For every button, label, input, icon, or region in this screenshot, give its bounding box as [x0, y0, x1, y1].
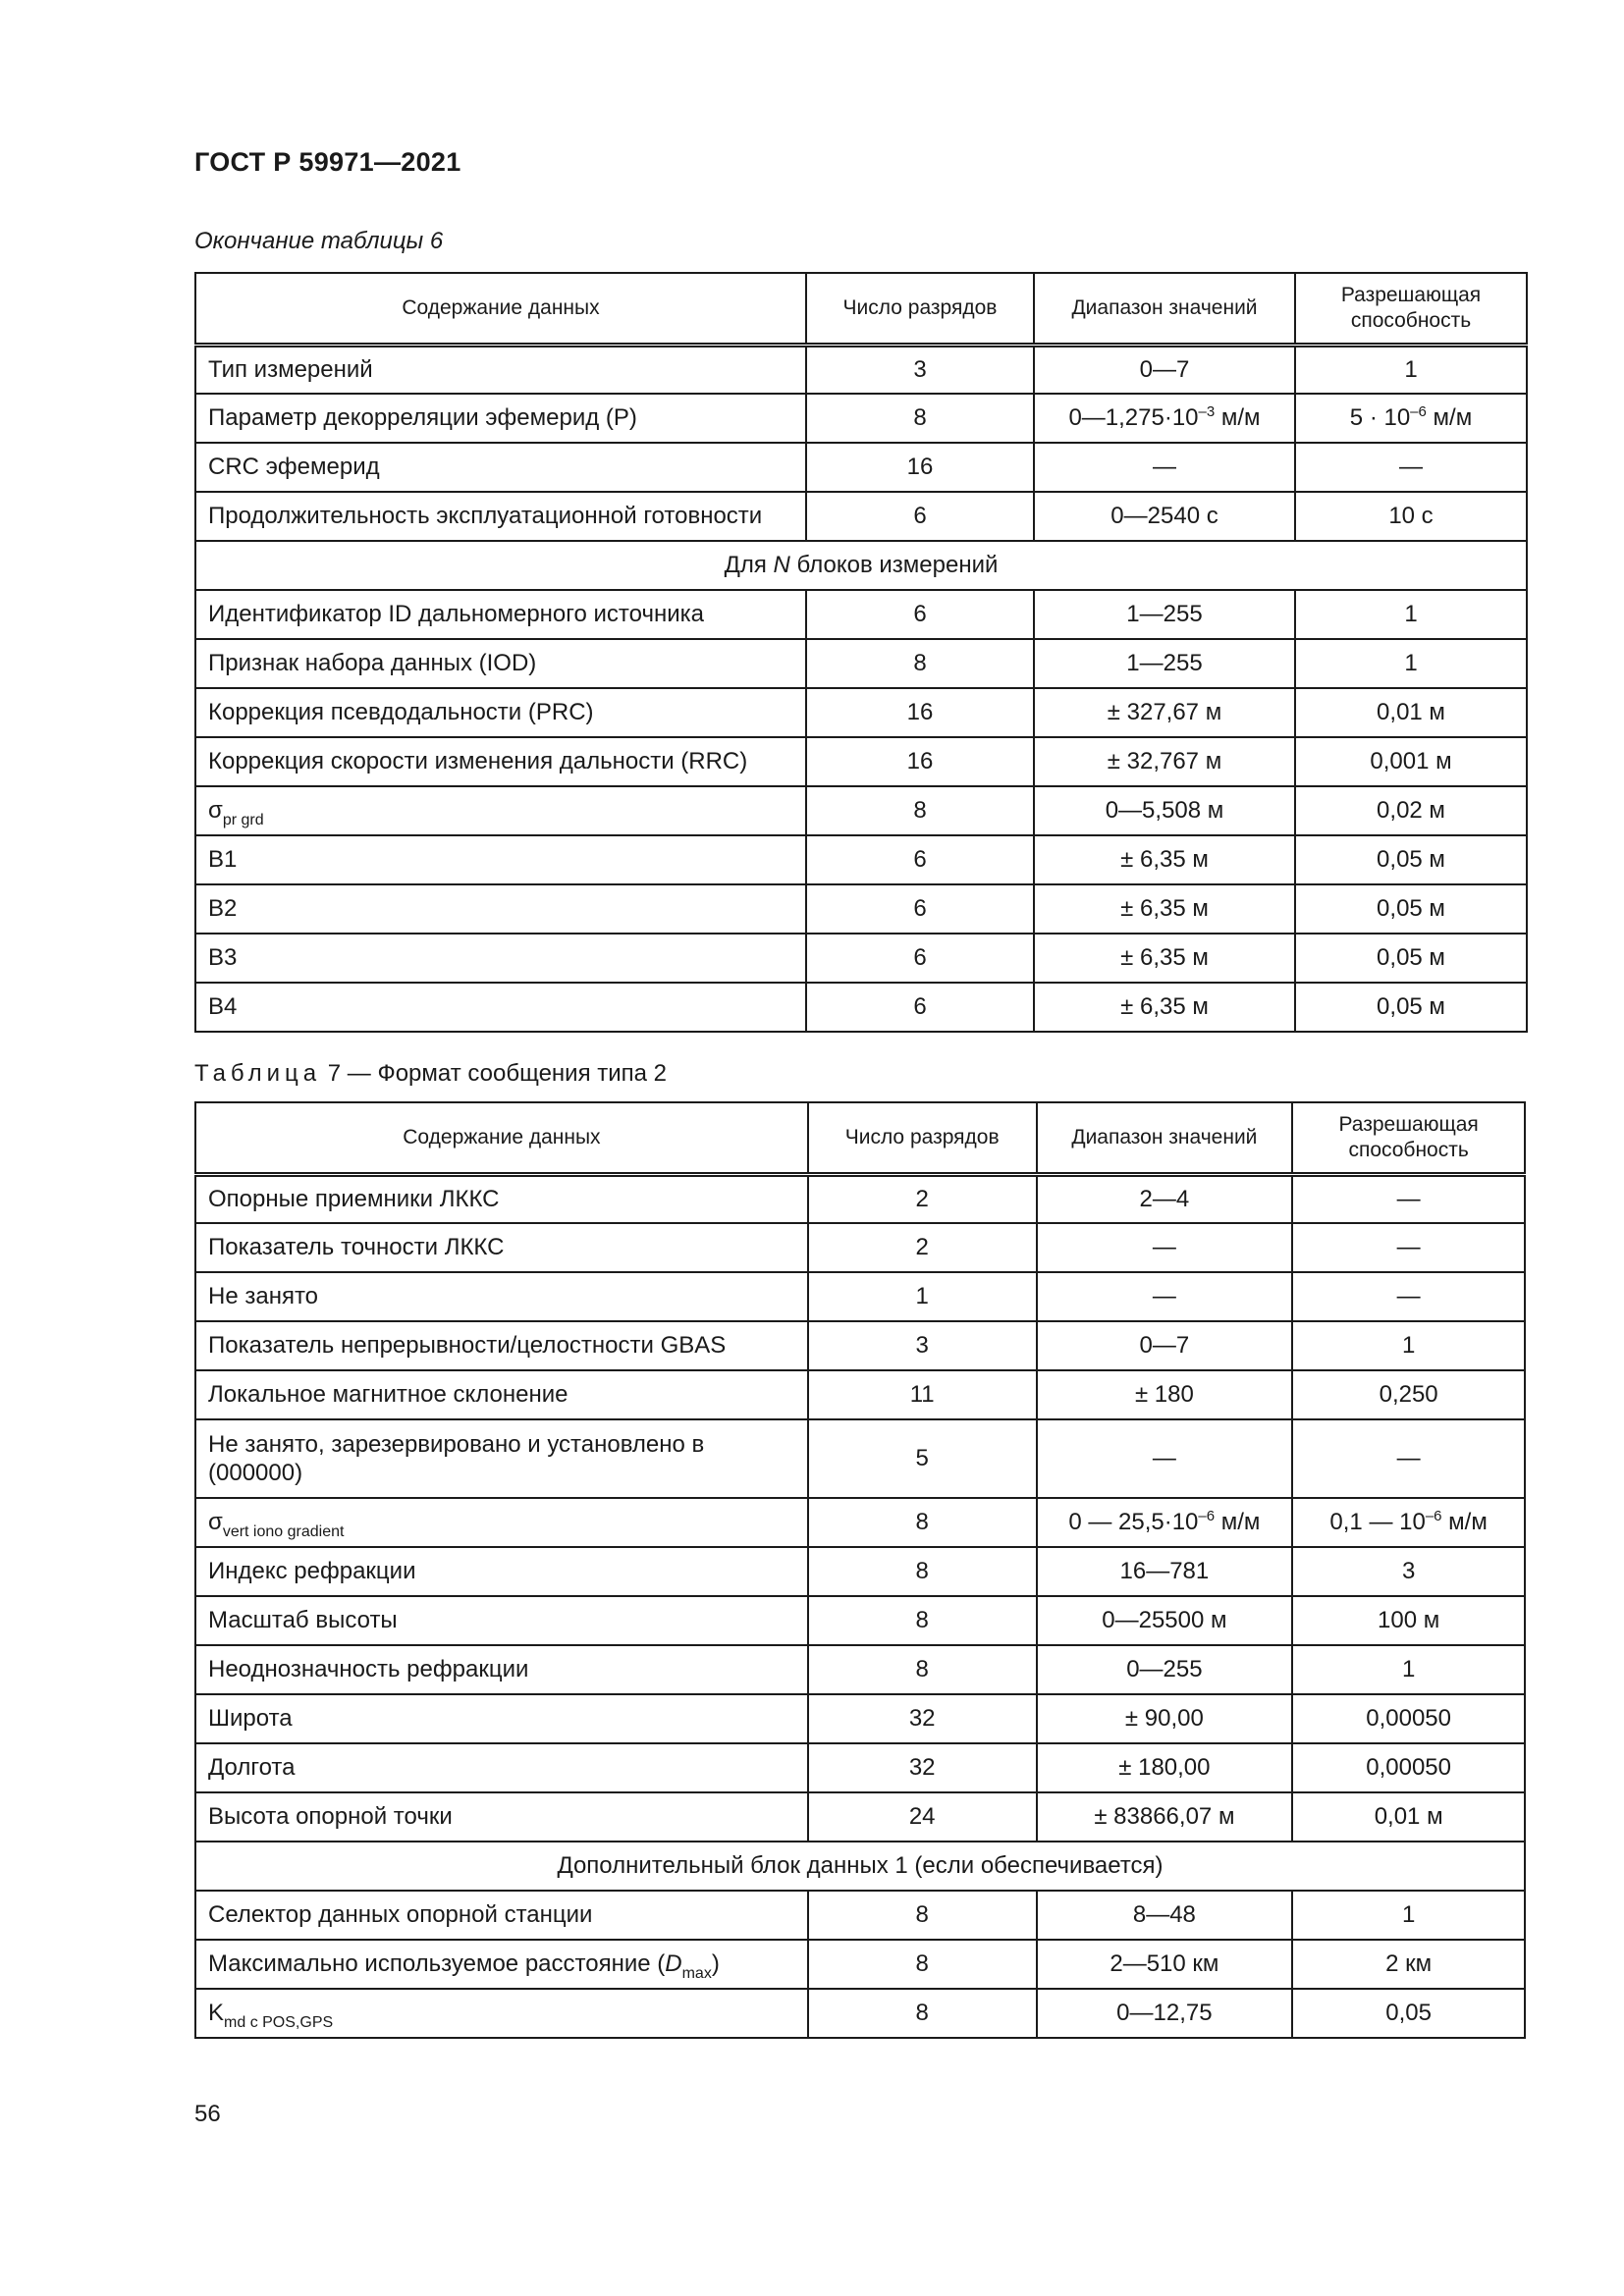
- column-header-content: Содержание данных: [195, 1102, 808, 1174]
- section-row: [195, 541, 1527, 590]
- cell-name: Признак набора данных (IOD): [195, 639, 806, 688]
- table-row: [195, 1370, 1525, 1419]
- cell-range: —: [1037, 1223, 1293, 1272]
- section-variable: N: [773, 552, 790, 579]
- cell-bits: 8: [806, 394, 1034, 443]
- table-row: [195, 394, 1527, 443]
- cell-name: Высота опорной точки: [195, 1792, 808, 1842]
- cell-bits: 6: [806, 934, 1034, 983]
- cell-resolution: 1: [1295, 590, 1527, 639]
- cell-bits: 8: [808, 1645, 1037, 1694]
- cell-bits: 2: [808, 1174, 1037, 1223]
- cell-name: Тип измерений: [195, 345, 806, 394]
- cell-name: [195, 786, 806, 835]
- cell-name: B2: [195, 884, 806, 934]
- range-exponent: –3: [1198, 403, 1216, 421]
- cell-bits: 32: [808, 1743, 1037, 1792]
- table-row: [195, 1419, 1525, 1498]
- name-text-post: ): [711, 1950, 720, 1978]
- column-header-range: Диапазон значений: [1037, 1102, 1293, 1174]
- cell-bits: 11: [808, 1370, 1037, 1419]
- cell-range: 16—781: [1037, 1547, 1293, 1596]
- cell-name: Показатель непрерывности/целостности GBAS: [195, 1321, 808, 1370]
- table-row: [195, 737, 1527, 786]
- table-row: [195, 1743, 1525, 1792]
- range-exponent: –6: [1198, 1508, 1216, 1525]
- cell-name: [195, 1498, 808, 1547]
- cell-resolution: 0,001 м: [1295, 737, 1527, 786]
- cell-resolution: 0,00050: [1292, 1694, 1525, 1743]
- cell-name: Идентификатор ID дальномерного источника: [195, 590, 806, 639]
- cell-bits: 16: [806, 688, 1034, 737]
- cell-bits: 16: [806, 737, 1034, 786]
- cell-resolution: 10 с: [1295, 492, 1527, 541]
- cell-range: ± 6,35 м: [1034, 934, 1295, 983]
- cell-bits: 6: [806, 492, 1034, 541]
- cell-resolution: 0,250: [1292, 1370, 1525, 1419]
- cell-resolution: 100 м: [1292, 1596, 1525, 1645]
- sigma-symbol: σ: [208, 1509, 223, 1536]
- cell-resolution: —: [1292, 1174, 1525, 1223]
- page-number: 56: [194, 2101, 221, 2127]
- column-header-resolution: Разрешающая способность: [1292, 1102, 1525, 1174]
- table-row: [195, 1498, 1525, 1547]
- cell-range: 2—4: [1037, 1174, 1293, 1223]
- section-text-pre: Для: [724, 552, 774, 579]
- cell-resolution: 0,00050: [1292, 1743, 1525, 1792]
- cell-range: ± 6,35 м: [1034, 983, 1295, 1032]
- cell-bits: 32: [808, 1694, 1037, 1743]
- cell-bits: 8: [808, 1891, 1037, 1940]
- cell-name: [195, 1940, 808, 1989]
- cell-name: Масштаб высоты: [195, 1596, 808, 1645]
- cell-name: Параметр декорреляции эфемерид (P): [195, 394, 806, 443]
- sigma-symbol: σ: [208, 797, 223, 825]
- cell-name: CRC эфемерид: [195, 443, 806, 492]
- cell-resolution: 0,05 м: [1295, 884, 1527, 934]
- table-header-row: [195, 273, 1527, 345]
- cell-name: Селектор данных опорной станции: [195, 1891, 808, 1940]
- table-row: [195, 1547, 1525, 1596]
- cell-bits: 8: [808, 1596, 1037, 1645]
- table-7: [194, 1101, 1526, 2039]
- cell-resolution: 0,05 м: [1295, 835, 1527, 884]
- cell-bits: 8: [806, 639, 1034, 688]
- cell-bits: 8: [806, 786, 1034, 835]
- table-row: [195, 1272, 1525, 1321]
- cell-bits: 6: [806, 835, 1034, 884]
- range-unit: м/м: [1215, 1509, 1261, 1536]
- cell-bits: 6: [806, 884, 1034, 934]
- column-header-content: Содержание данных: [195, 273, 806, 345]
- table-row: [195, 1645, 1525, 1694]
- table7-caption-text: 7 — Формат сообщения типа 2: [327, 1060, 668, 1087]
- table-row: [195, 1174, 1525, 1223]
- cell-range: 0—7: [1034, 345, 1295, 394]
- cell-resolution: 3: [1292, 1547, 1525, 1596]
- cell-range: [1037, 1498, 1293, 1547]
- symbol-subscript: md c POS,GPS: [224, 2014, 334, 2032]
- cell-resolution: —: [1295, 443, 1527, 492]
- symbol-subscript: vert iono gradient: [222, 1523, 345, 1541]
- cell-range: [1034, 394, 1295, 443]
- cell-resolution: 0,05: [1292, 1989, 1525, 2038]
- cell-resolution: 0,05 м: [1295, 934, 1527, 983]
- cell-range: 2—510 км: [1037, 1940, 1293, 1989]
- table7-caption-word: Таблица: [194, 1060, 322, 1087]
- table-row: [195, 1792, 1525, 1842]
- table-row: [195, 639, 1527, 688]
- cell-bits: 6: [806, 983, 1034, 1032]
- k-symbol: K: [208, 2000, 225, 2027]
- name-variable: D: [665, 1950, 682, 1978]
- table-row: [195, 934, 1527, 983]
- symbol-subscript: pr grd: [222, 812, 264, 829]
- cell-bits: 2: [808, 1223, 1037, 1272]
- table-row: [195, 1694, 1525, 1743]
- cell-name: [195, 1989, 808, 2038]
- cell-range: 0—2540 с: [1034, 492, 1295, 541]
- cell-name: B1: [195, 835, 806, 884]
- table-row: [195, 492, 1527, 541]
- table-row: [195, 345, 1527, 394]
- cell-bits: 24: [808, 1792, 1037, 1842]
- cell-range: ± 32,767 м: [1034, 737, 1295, 786]
- cell-name: Продолжительность эксплуатационной готовности: [195, 492, 806, 541]
- cell-range: ± 83866,07 м: [1037, 1792, 1293, 1842]
- resolution-unit: м/м: [1441, 1509, 1488, 1536]
- cell-range: 1—255: [1034, 590, 1295, 639]
- cell-range: 0—255: [1037, 1645, 1293, 1694]
- table-row: [195, 786, 1527, 835]
- cell-range: 1—255: [1034, 639, 1295, 688]
- cell-resolution: 0,05 м: [1295, 983, 1527, 1032]
- cell-range: 0—25500 м: [1037, 1596, 1293, 1645]
- section-text-post: блоков измерений: [789, 552, 999, 579]
- cell-resolution: 1: [1292, 1321, 1525, 1370]
- resolution-unit: м/м: [1426, 404, 1473, 432]
- table-row: [195, 1223, 1525, 1272]
- cell-range: ± 180: [1037, 1370, 1293, 1419]
- section-heading: Дополнительный блок данных 1 (если обеспечивается): [195, 1842, 1525, 1891]
- cell-name: Локальное магнитное склонение: [195, 1370, 808, 1419]
- table6-continuation-caption: Окончание таблицы 6: [194, 228, 444, 254]
- table-row: [195, 1596, 1525, 1645]
- section-row: [195, 1842, 1525, 1891]
- section-heading: [195, 541, 1527, 590]
- cell-bits: 8: [808, 1989, 1037, 2038]
- table-6: [194, 272, 1528, 1033]
- cell-range: ± 327,67 м: [1034, 688, 1295, 737]
- resolution-exponent: –6: [1425, 1508, 1442, 1525]
- cell-range: ± 180,00: [1037, 1743, 1293, 1792]
- table-row: [195, 590, 1527, 639]
- cell-resolution: 1: [1295, 345, 1527, 394]
- cell-resolution: 0,01 м: [1292, 1792, 1525, 1842]
- cell-resolution: —: [1292, 1272, 1525, 1321]
- table-row: [195, 884, 1527, 934]
- table-row: [195, 688, 1527, 737]
- cell-range: 0—5,508 м: [1034, 786, 1295, 835]
- cell-range: 0—12,75: [1037, 1989, 1293, 2038]
- document-header: ГОСТ Р 59971—2021: [194, 147, 461, 177]
- table-row: [195, 1940, 1525, 1989]
- name-text-pre: Максимально используемое расстояние (: [208, 1950, 666, 1978]
- cell-bits: 5: [808, 1419, 1037, 1498]
- table-row: [195, 1891, 1525, 1940]
- cell-range: —: [1037, 1272, 1293, 1321]
- cell-bits: 6: [806, 590, 1034, 639]
- cell-range: 0—7: [1037, 1321, 1293, 1370]
- cell-bits: 8: [808, 1498, 1037, 1547]
- cell-bits: 16: [806, 443, 1034, 492]
- cell-name: Опорные приемники ЛККС: [195, 1174, 808, 1223]
- table-row: [195, 983, 1527, 1032]
- cell-resolution: 2 км: [1292, 1940, 1525, 1989]
- table-row: [195, 1989, 1525, 2038]
- cell-resolution: 0,01 м: [1295, 688, 1527, 737]
- cell-resolution: 1: [1292, 1891, 1525, 1940]
- column-header-bits: Число разрядов: [808, 1102, 1037, 1174]
- cell-bits: 3: [808, 1321, 1037, 1370]
- cell-resolution: —: [1292, 1223, 1525, 1272]
- cell-resolution: [1295, 394, 1527, 443]
- table7-caption: [194, 1060, 667, 1088]
- column-header-range: Диапазон значений: [1034, 273, 1295, 345]
- resolution-mantissa: 5 · 10: [1349, 404, 1411, 432]
- cell-name: Индекс рефракции: [195, 1547, 808, 1596]
- cell-bits: 3: [806, 345, 1034, 394]
- resolution-exponent: –6: [1410, 403, 1427, 421]
- cell-range: ± 6,35 м: [1034, 884, 1295, 934]
- table-row: [195, 1321, 1525, 1370]
- cell-bits: 8: [808, 1940, 1037, 1989]
- cell-name: B3: [195, 934, 806, 983]
- resolution-mantissa: 0,1 — 10: [1329, 1509, 1426, 1536]
- cell-bits: 1: [808, 1272, 1037, 1321]
- name-subscript: max: [681, 1965, 712, 1983]
- column-header-bits: Число разрядов: [806, 273, 1034, 345]
- cell-resolution: 1: [1295, 639, 1527, 688]
- cell-name: B4: [195, 983, 806, 1032]
- cell-bits: 8: [808, 1547, 1037, 1596]
- table-row: [195, 835, 1527, 884]
- cell-resolution: 1: [1292, 1645, 1525, 1694]
- cell-range: —: [1034, 443, 1295, 492]
- table-row: [195, 443, 1527, 492]
- cell-resolution: —: [1292, 1419, 1525, 1498]
- range-mantissa: 0—1,275·10: [1068, 404, 1199, 432]
- cell-name: Коррекция скорости изменения дальности (RRC): [195, 737, 806, 786]
- cell-range: 8—48: [1037, 1891, 1293, 1940]
- cell-name: Показатель точности ЛККС: [195, 1223, 808, 1272]
- cell-name: Неоднозначность рефракции: [195, 1645, 808, 1694]
- cell-name: Не занято, зарезервировано и установлено в (000000): [195, 1419, 808, 1498]
- range-mantissa: 0 — 25,5·10: [1068, 1509, 1199, 1536]
- cell-name: Коррекция псевдодальности (PRC): [195, 688, 806, 737]
- cell-name: Не занято: [195, 1272, 808, 1321]
- cell-resolution: [1292, 1498, 1525, 1547]
- cell-range: —: [1037, 1419, 1293, 1498]
- cell-name: Долгота: [195, 1743, 808, 1792]
- cell-range: ± 90,00: [1037, 1694, 1293, 1743]
- cell-range: ± 6,35 м: [1034, 835, 1295, 884]
- table-header-row: [195, 1102, 1525, 1174]
- cell-resolution: 0,02 м: [1295, 786, 1527, 835]
- column-header-resolution: Разрешающая способность: [1295, 273, 1527, 345]
- cell-name: Широта: [195, 1694, 808, 1743]
- range-unit: м/м: [1215, 404, 1261, 432]
